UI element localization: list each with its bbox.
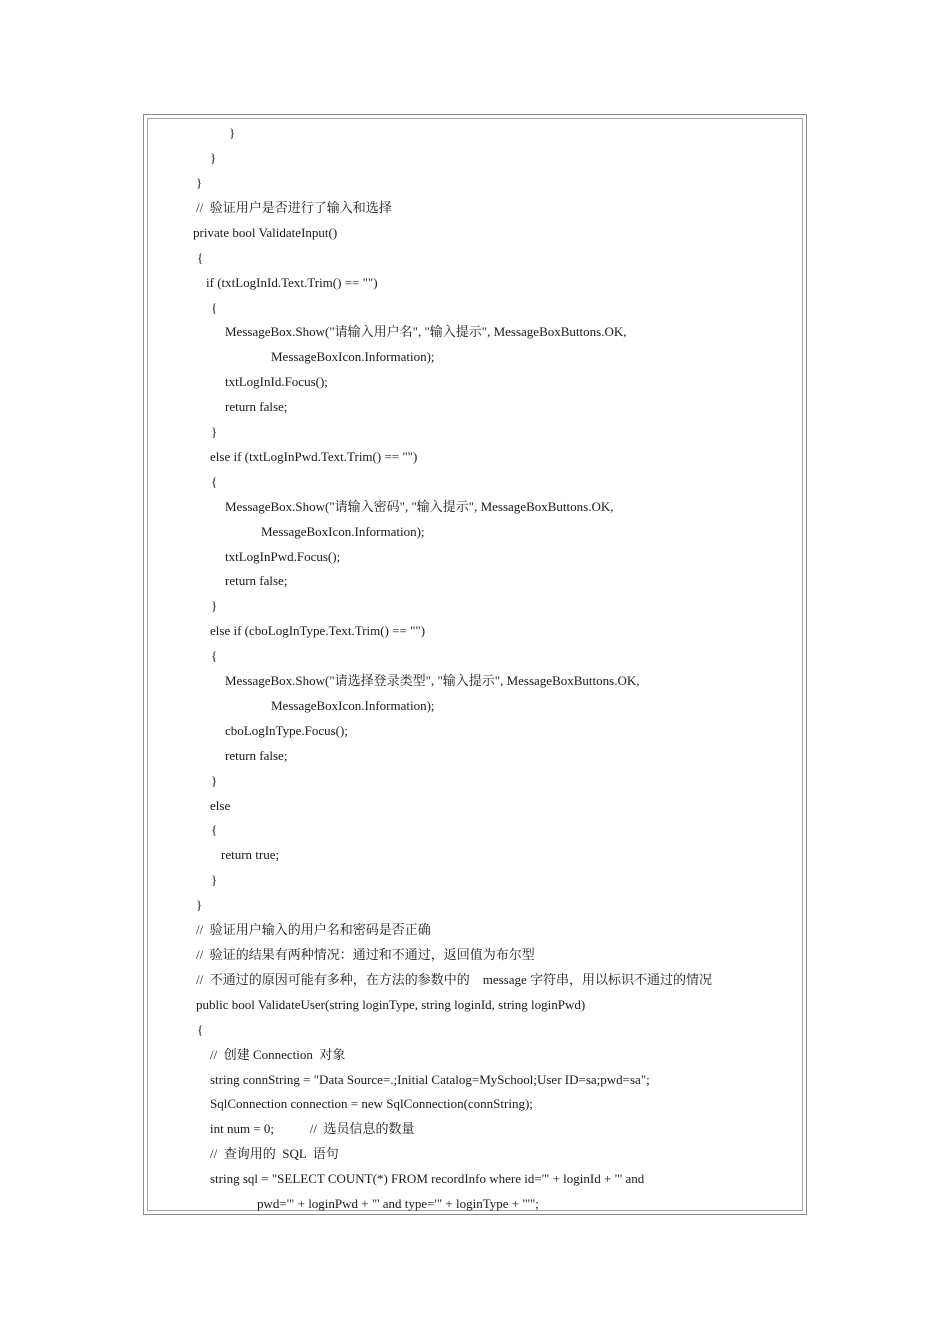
code-comment: // 验证用户是否进行了输入和选择 [196,200,392,215]
code-line: return false; [225,748,288,763]
code-line: SqlConnection connection = new SqlConnection(connString); [210,1096,533,1111]
code-line: { [211,300,218,315]
code-line: string connString = "Data Source=.;Initial Catalog=MySchool;User ID=sa;pwd=sa"; [210,1072,650,1087]
code-line: else [210,798,231,813]
code-line: } [210,150,217,165]
code-line: { [197,1022,204,1037]
code-line: txtLogInId.Focus(); [225,374,328,389]
code-line: } [229,125,236,140]
code-line: { [211,474,218,489]
code-line: { [211,822,218,837]
code-line: string sql = "SELECT COUNT(*) FROM recordInfo where id='" + loginId + "' and [210,1171,645,1186]
code-comment: // 验证的结果有两种情况：通过和不通过，返回值为布尔型 [196,947,535,962]
code-line: txtLogInPwd.Focus(); [225,549,341,564]
code-line: { [211,648,218,663]
code-line: private bool ValidateInput() [193,225,338,240]
code-line: MessageBoxIcon.Information); [271,349,435,364]
code-line: return true; [221,847,280,862]
code-line: MessageBoxIcon.Information); [261,524,425,539]
code-line: MessageBox.Show("请输入用户名", "输入提示", MessageBoxButtons.OK, [225,324,627,339]
code-line: } [196,897,203,912]
code-line: MessageBox.Show("请选择登录类型", "输入提示", MessageBoxButtons.OK, [225,673,640,688]
code-line: } [211,424,218,439]
code-line: else if (txtLogInPwd.Text.Trim() == "") [210,449,418,464]
code-line: if (txtLogInId.Text.Trim() == "") [206,275,378,290]
code-line: return false; [225,399,288,414]
code-line: int num = 0; // 选员信息的数量 [210,1121,415,1136]
code-line: MessageBoxIcon.Information); [271,698,435,713]
code-line: { [197,250,204,265]
code-line: else if (cboLogInType.Text.Trim() == "") [210,623,426,638]
code-line: } [211,598,218,613]
code-line: return false; [225,573,288,588]
code-line: pwd='" + loginPwd + "' and type='" + loginType + "'"; [257,1196,539,1211]
code-line: } [211,872,218,887]
code-line: } [196,175,203,190]
code-comment: // 查询用的 SQL 语句 [210,1146,339,1161]
code-line: } [211,773,218,788]
code-comment: // 创建 Connection 对象 [210,1047,346,1062]
code-line: public bool ValidateUser(string loginType, string loginId, string loginPwd) [196,997,586,1012]
code-comment: // 不通过的原因可能有多种，在方法的参数中的 message 字符串，用以标识不通过的情况 [196,972,713,987]
code-line: MessageBox.Show("请输入密码", "输入提示", MessageBoxButtons.OK, [225,499,614,514]
code-comment: // 验证用户输入的用户名和密码是否正确 [196,922,431,937]
code-line: cboLogInType.Focus(); [225,723,348,738]
